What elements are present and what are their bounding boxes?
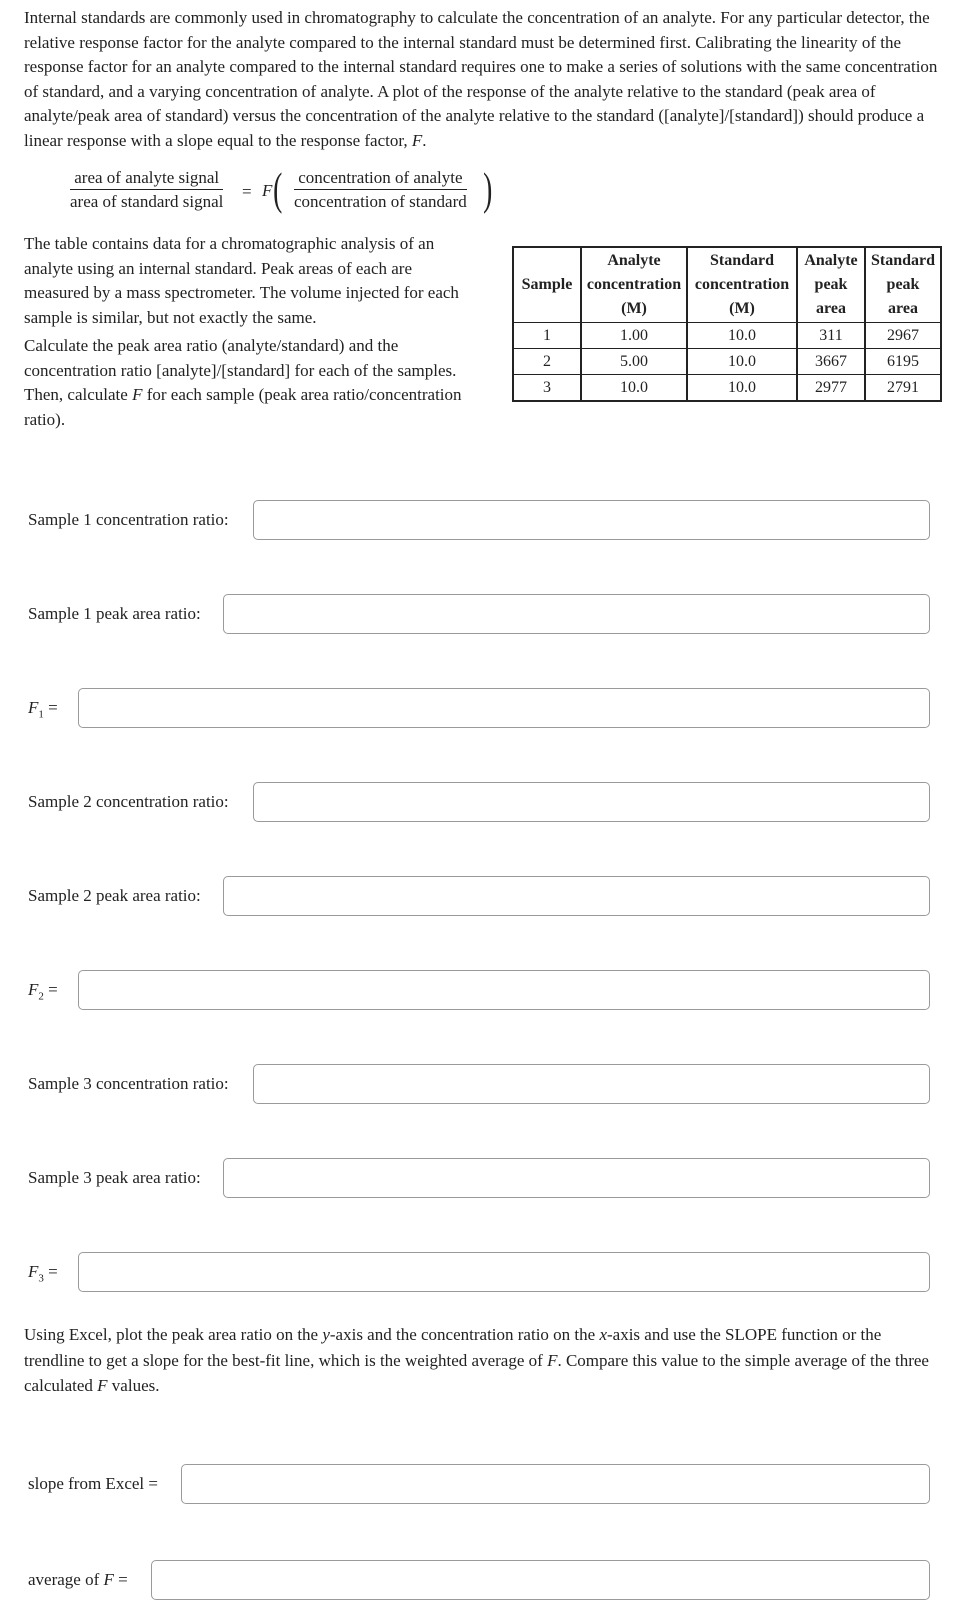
s2-conc-row (28, 782, 930, 826)
header-analyte-conc: Analyte concentration (M) (581, 247, 687, 323)
area-fraction (70, 168, 223, 212)
average-label: average of F = (28, 1570, 128, 1589)
equation-F: F (262, 181, 273, 200)
cell-analyte-conc: 5.00 (581, 349, 687, 375)
s2-peak-input[interactable] (223, 876, 930, 916)
s2-peak-row (28, 876, 930, 920)
cell-standard-area: 2791 (865, 375, 941, 402)
s1-peak-row (28, 594, 930, 638)
f1-input[interactable] (78, 688, 930, 728)
slope-input[interactable] (181, 1464, 930, 1504)
header-standard-conc: Standard concentration (M) (687, 247, 797, 323)
f2-row (28, 970, 930, 1014)
right-paren: ) (483, 163, 493, 214)
average-input[interactable] (151, 1560, 930, 1600)
table-row (513, 349, 941, 375)
area-numerator: area of analyte signal (70, 168, 223, 190)
left-paren: ( (273, 163, 283, 214)
cell-analyte-area: 311 (797, 323, 865, 349)
cell-analyte-conc: 10.0 (581, 375, 687, 402)
s3-conc-input[interactable] (253, 1064, 930, 1104)
f3-row (28, 1252, 930, 1296)
f3-input[interactable] (78, 1252, 930, 1292)
f3-label: $F_3$ = (28, 1262, 58, 1285)
s3-conc-label: Sample 3 concentration ratio: (28, 1074, 229, 1093)
cell-sample: 2 (513, 349, 581, 375)
s3-peak-label: Sample 3 peak area ratio: (28, 1168, 201, 1187)
average-row (28, 1560, 930, 1604)
s1-conc-input[interactable] (253, 500, 930, 540)
conc-denominator: concentration of standard (294, 192, 467, 211)
f1-row (28, 688, 930, 732)
table-row (513, 375, 941, 402)
intro-F-symbol: F (411, 130, 423, 150)
f2-input[interactable] (78, 970, 930, 1010)
header-sample: Sample (513, 247, 581, 323)
excel-instructions: Using Excel, plot the peak area ratio on the y-axis and the concentration ratio on the x-axis and use the SLOPE function or the trendline to get a slope for the best-fit line, which is the weighted average of F. Compare this value to the simple average of the three calculated F values. (24, 1325, 929, 1395)
cell-standard-conc: 10.0 (687, 323, 797, 349)
cell-standard-area: 6195 (865, 349, 941, 375)
cell-sample: 1 (513, 323, 581, 349)
table-description: The table contains data for a chromatographic analysis of an analyte using an internal standard. Peak areas of each are measured by a mass spectrometer. The volume injected for each sample is similar, but not exactly the same. (24, 234, 459, 327)
data-table (512, 246, 942, 402)
header-standard-area: Standard peak area (865, 247, 941, 323)
cell-standard-conc: 10.0 (687, 375, 797, 402)
s2-conc-input[interactable] (253, 782, 930, 822)
instructions-paragraph: Calculate the peak area ratio (analyte/standard) and the concentration ratio [analyte]/[standard] for each of the samples. Then, calculate F for each sample (peak area ratio/concentration ratio). (24, 336, 462, 429)
f1-label: $F_1$ = (28, 698, 58, 721)
header-analyte-area: Analyte peak area (797, 247, 865, 323)
s2-conc-label: Sample 2 concentration ratio: (28, 792, 229, 811)
table-header-row (513, 247, 941, 323)
s3-conc-row (28, 1064, 930, 1108)
area-denominator: area of standard signal (70, 192, 224, 211)
f2-label: $F_2$ = (28, 980, 58, 1003)
conc-numerator: concentration of analyte (294, 168, 467, 190)
cell-analyte-conc: 1.00 (581, 323, 687, 349)
slope-label: slope from Excel = (28, 1474, 158, 1493)
s3-peak-input[interactable] (223, 1158, 930, 1198)
cell-analyte-area: 2977 (797, 375, 865, 402)
equals-sign: = (242, 182, 252, 201)
response-factor-equation (70, 163, 520, 218)
cell-standard-area: 2967 (865, 323, 941, 349)
slope-row (28, 1464, 930, 1508)
s2-peak-label: Sample 2 peak area ratio: (28, 886, 201, 905)
cell-standard-conc: 10.0 (687, 349, 797, 375)
concentration-fraction (294, 168, 467, 212)
table-row (513, 323, 941, 349)
s3-peak-row (28, 1158, 930, 1202)
s1-peak-input[interactable] (223, 594, 930, 634)
s1-conc-row (28, 500, 930, 544)
intro-paragraph: Internal standards are commonly used in chromatography to calculate the concentration of an analyte. For any particular detector, the relative response factor for the analyte compared to the internal standard must be determined first. Calibrating the linearity of the response factor for an analyte compared to the internal standard requires one to make a series of solutions with the same concentration of standard, and a varying concentration of analyte. A plot of the response of the analyte relative to the standard (peak area of analyte/peak area of standard) versus the concentration of the analyte relative to the standard ([analyte]/[standard]) should produce a linear response with a slope equal to the response factor, F. (24, 8, 938, 150)
cell-analyte-area: 3667 (797, 349, 865, 375)
s1-peak-label: Sample 1 peak area ratio: (28, 604, 201, 623)
cell-sample: 3 (513, 375, 581, 402)
s1-conc-label: Sample 1 concentration ratio: (28, 510, 229, 529)
